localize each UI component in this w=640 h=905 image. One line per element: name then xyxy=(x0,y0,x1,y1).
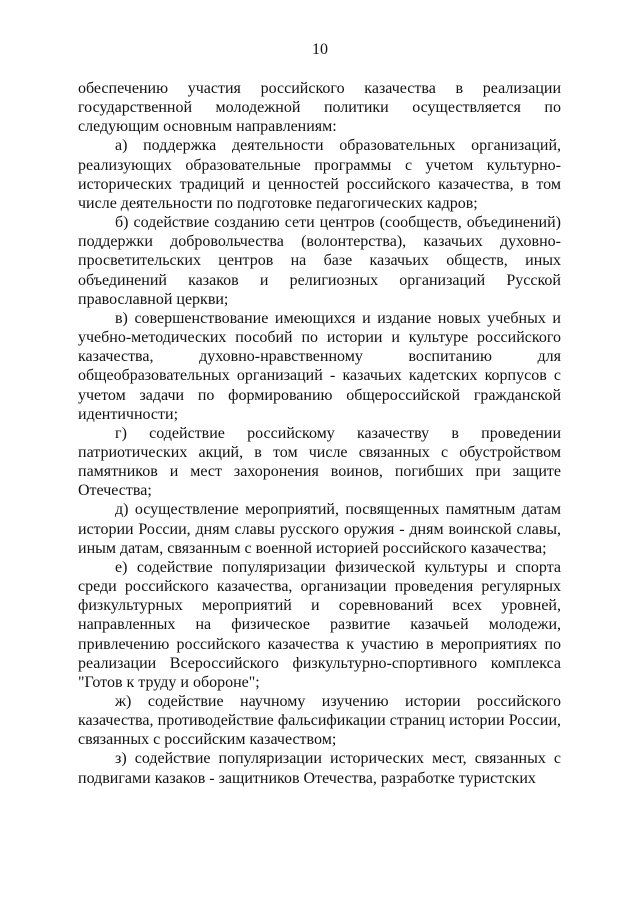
page-number: 10 xyxy=(312,41,328,58)
paragraph-item-a: а) поддержка деятельности образовательных организаций, реализующих образовательные программы с учетом культурно-исторических традиций и ценностей российского казачества, в том числе деятельности по подготовке педагогических кадров; xyxy=(78,137,561,212)
document-body xyxy=(78,79,561,788)
paragraph-intro: обеспечению участия российского казачества в реализации государственной молодежной политики осуществляется по следующим основным направлениям: xyxy=(78,80,561,136)
paragraph-item-d: д) осуществление мероприятий, посвященных памятным датам истории России, дням славы русского оружия - дням воинской славы, иным датам, связанным с военной историей российского казачества; xyxy=(78,501,561,557)
paragraph-item-v: в) совершенствование имеющихся и издание новых учебных и учебно-методических пособий по истории и культуре российского казачества, духовно-нравственному воспитанию для общеобразовательных организаций - казачьих кадетских корпусов с учетом задачи по формированию общероссийской гражданской идентичности; xyxy=(78,309,561,423)
paragraph-item-g: г) содействие российскому казачеству в проведении патриотических акций, в том числе связанных с обустройством памятников и мест захоронения воинов, погибших при защите Отечества; xyxy=(78,424,561,500)
paragraph-item-zh: ж) содействие научному изучению истории российского казачества, противодействие фальсификации страниц истории России, связанных с российским казачеством; xyxy=(78,693,561,749)
paragraph-item-b: б) содействие созданию сети центров (сообществ, объединений) поддержки добровольчества (волонтерства), казачьих духовно-просветительских центров на базе казачьих обществ, иных объединений казаков и религиозных организаций Русской православной церкви; xyxy=(78,214,561,308)
paragraph-item-z: з) содействие популяризации исторических мест, связанных с подвигами казаков - защитников Отечества, разработке туристских xyxy=(78,750,561,787)
paragraph-item-e: е) содействие популяризации физической культуры и спорта среди российского казачества, организации проведения регулярных физкультурных мероприятий и соревнований всех уровней, направленных на физическое развитие казачьей молодежи, привлечению российского казачества к участию в мероприятиях по реализации Всероссийского физкультурно-спортивного комплекса "Готов к труду и обороне"; xyxy=(78,558,561,691)
